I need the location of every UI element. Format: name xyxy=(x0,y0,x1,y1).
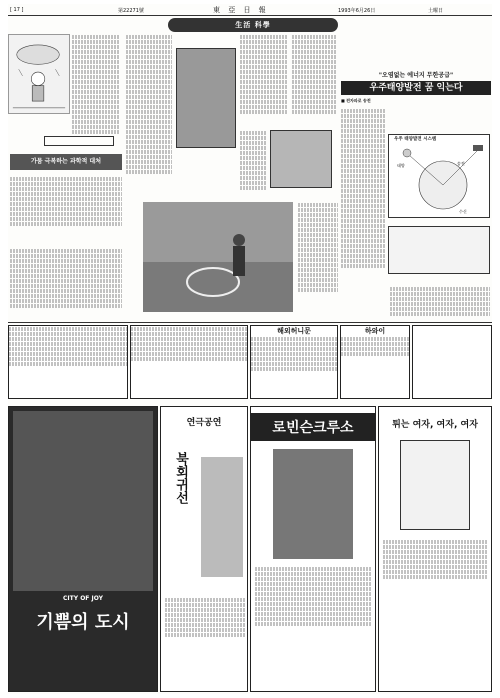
right-text-column-2 xyxy=(390,286,490,318)
book2-title: 튀는 여자, 여자, 여자 xyxy=(392,420,478,430)
ad-title: 해외허니문 xyxy=(277,327,311,335)
book-ad-2 xyxy=(378,406,492,692)
right-kicker: "오염없는 에너지 무한공급" xyxy=(378,72,454,79)
theater-portrait xyxy=(201,457,243,577)
right-sub-headline: ■ 전자파로 송전 xyxy=(341,98,371,103)
theater-title: 연극공연 xyxy=(186,418,222,428)
article-photo-medium xyxy=(270,130,332,188)
cartoon-drawing xyxy=(9,35,69,113)
right-text-column-1 xyxy=(341,108,385,318)
travel-ad-honeymoon xyxy=(250,325,338,399)
middle-text-column-3 xyxy=(292,34,336,128)
right-headline: 우주태양발전 꿈 익는다 xyxy=(341,81,491,95)
large-photo-scene xyxy=(143,202,293,312)
diagram-label: 송전 xyxy=(457,161,465,166)
issue-date: 1993年6月26日 xyxy=(338,8,376,14)
middle-text-column-5 xyxy=(298,202,338,314)
diagram-label: 수신 xyxy=(459,209,467,214)
left-headline: 가뭄 극복하는 과학적 대처 xyxy=(10,154,122,170)
article-photo-large xyxy=(143,202,293,312)
section-banner: 生活 科學 xyxy=(168,18,338,32)
diagram-label: 태양 xyxy=(397,163,405,168)
paper-name: 東 亞 日 報 xyxy=(213,6,269,14)
middle-text-column-1 xyxy=(126,34,172,224)
cartoon-illustration xyxy=(8,34,70,114)
article-photo-small xyxy=(176,48,236,148)
left-text-column-2 xyxy=(10,176,122,232)
movie-title: 기쁨의 도시 xyxy=(36,612,130,633)
issue-number: 第22271號 xyxy=(118,8,144,14)
page-header xyxy=(8,4,492,16)
newspaper-page xyxy=(8,4,492,694)
left-text-column-3 xyxy=(10,248,122,318)
issue-day: 土曜日 xyxy=(428,8,444,14)
left-sub-headline xyxy=(44,136,114,146)
advertisement-strip xyxy=(8,322,492,402)
movie-english-title: CITY OF JOY xyxy=(63,595,103,602)
middle-text-column-2 xyxy=(240,34,288,128)
travel-ad-prices xyxy=(412,325,492,399)
left-text-column-1 xyxy=(72,34,120,134)
travel-ad-europe xyxy=(8,325,128,399)
book2-illustration xyxy=(400,440,470,530)
diagram-title: 우주 태양발전 시스템 xyxy=(394,137,437,142)
book-title: 로빈슨크루소 xyxy=(251,413,375,441)
ad-title: 하와이 xyxy=(364,327,386,335)
theater-sub-title: 북회귀선 xyxy=(173,452,188,504)
solar-system-diagram xyxy=(388,134,490,218)
movie-ad xyxy=(8,406,158,692)
secondary-diagram xyxy=(388,226,490,274)
page-number: [ 17 ] xyxy=(10,7,24,13)
movie-still xyxy=(13,411,153,591)
travel-ad-saipan xyxy=(130,325,248,399)
diagram-drawing xyxy=(389,135,491,219)
book-illustration xyxy=(273,449,353,559)
theater-ad xyxy=(160,406,248,692)
book-ad xyxy=(250,406,376,692)
travel-ad-hawaii xyxy=(340,325,410,399)
